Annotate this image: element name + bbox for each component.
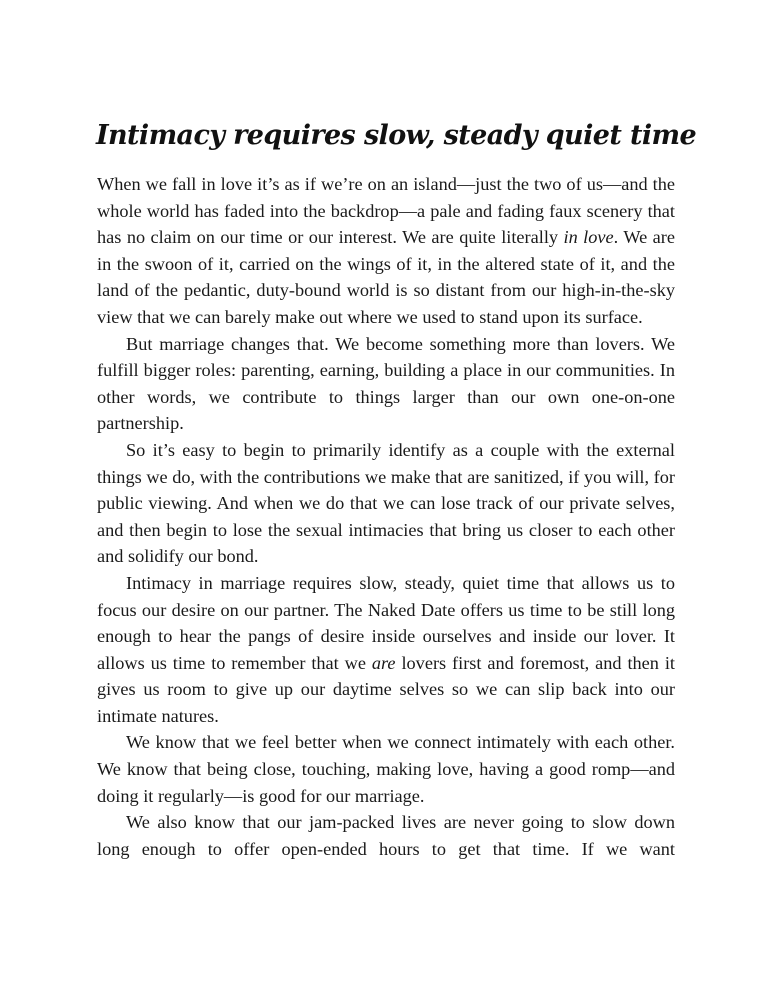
paragraph-4-text-b: lovers first and foremost, and then it gives us room to give up our daytime selves so we can slip back into our intimate natures. (97, 652, 675, 726)
paragraph-1-text-b: . We are in the swoon of it, carried on the wings of it, in the altered state of it, and the land of the pedantic, duty-bound world is so distant from our high-in-the-sky view that we can barely make out where we used to stand upon its surface. (97, 227, 675, 327)
paragraph-1-text-a: When we fall in love it’s as if we’re on an island—just the two of us—and the whole world has faded into the backdrop—a pale and fading faux scenery that has no claim on our time or our interest. We are quite literally (97, 174, 675, 248)
paragraph-3: So it’s easy to begin to primarily identify as a couple with the external things we do, with the contributions we make that are sanitized, if you will, for public viewing. And when we do that we can lose track of our private selves, and then begin to lose the sexual intimacies that bring us closer to each other and solidify our bond. (97, 439, 675, 567)
section-heading: Intimacy requires slow, steady quiet time (96, 120, 697, 151)
paragraph-2: But marriage changes that. We become something more than lovers. We fulfill bigger roles: parenting, earning, building a place in our communities. In other words, we contribute to things larger than our own one-on-one partnership. (97, 333, 675, 434)
paragraph-4 (97, 570, 675, 730)
paragraph-4-text-a: Intimacy in marriage requires slow, steady, quiet time that allows us to focus our desire on our partner. The Naked Date offers us time to be still long enough to hear the pangs of desire inside ourselves and inside our lover. It allows us time to remember that we (97, 572, 675, 673)
paragraph-6: We also know that our jam-packed lives are never going to slow down long enough to offer open-ended hours to get that time. If we want (97, 812, 675, 859)
paragraph-5: We know that we feel better when we connect intimately with each other. We know that being close, touching, making love, having a good romp—and doing it regularly—is good for our marriage. (97, 732, 675, 806)
body-text (97, 171, 675, 862)
paragraph-1-emphasis: in love (563, 227, 614, 248)
paragraph-1 (97, 171, 675, 331)
paragraph-4-emphasis: are (371, 652, 396, 673)
